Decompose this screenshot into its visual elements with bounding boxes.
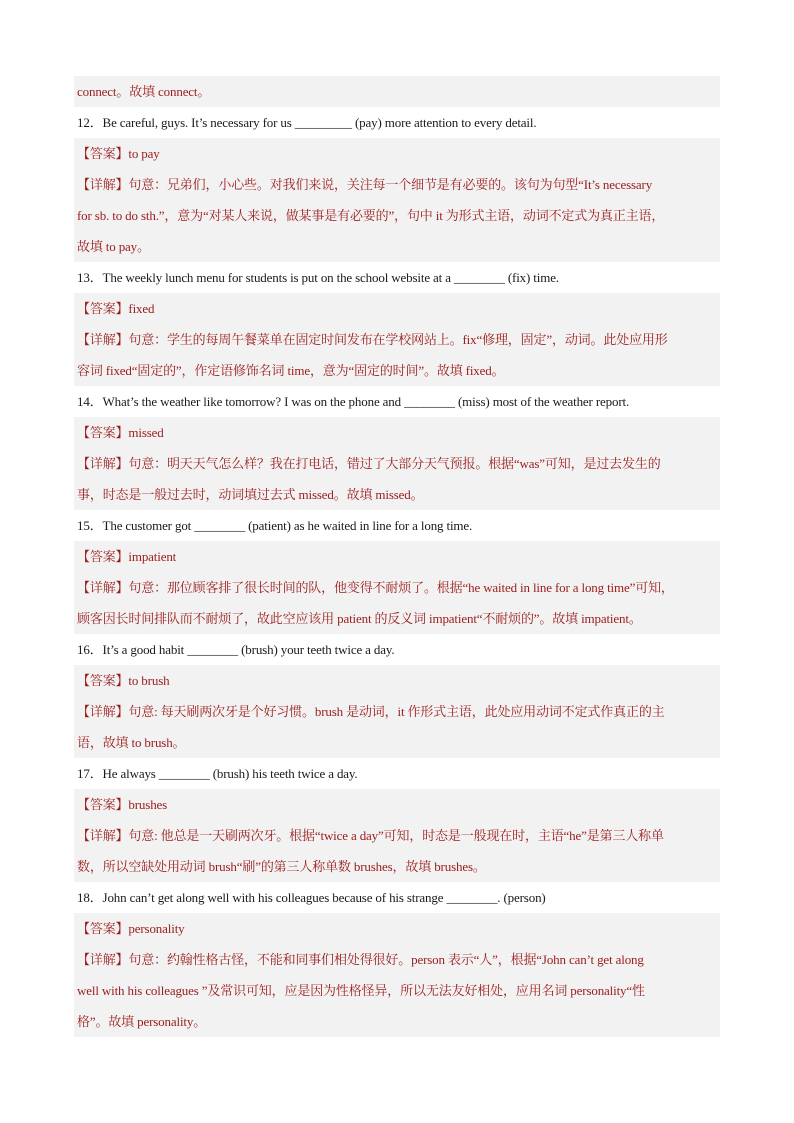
explanation-line: 【详解】句意: 他总是一天刷两次牙。根据“twice a day”可知，时态是一般现在时，主语“he”是第三人称单 <box>74 820 720 851</box>
question-line: 12．Be careful, guys. It’s necessary for us _________ (pay) more attention to every detail. <box>77 115 537 130</box>
question-line: 15．The customer got ________ (patient) as he waited in line for a long time. <box>77 518 473 533</box>
answer-line: 【答案】fixed <box>74 293 720 324</box>
explanation-continuation-line: 容词 fixed“固定的”，作定语修饰名词 time，意为“固定的时间”。故填 fixed。 <box>74 355 720 386</box>
explanation-continuation-line: 故填 to pay。 <box>74 231 720 262</box>
question-line: 17．He always ________ (brush) his teeth twice a day. <box>77 766 358 781</box>
answer-line: 【答案】to brush <box>74 665 720 696</box>
question-line: 18．John can’t get along well with his colleagues because of his strange ________. (person) <box>77 890 546 905</box>
explanation-continuation-line: connect。故填 connect。 <box>74 76 720 107</box>
answer-line: 【答案】missed <box>74 417 720 448</box>
explanation-line: 【详解】句意：明天天气怎么样？我在打电话，错过了大部分天气预报。根据“was”可知，是过去发生的 <box>74 448 720 479</box>
question-line: 13．The weekly lunch menu for students is put on the school website at a ________ (fix) time. <box>77 270 559 285</box>
exercise-content <box>74 76 720 1037</box>
explanation-continuation-line: for sb. to do sth.”，意为“对某人来说，做某事是有必要的”，句中 it 为形式主语，动词不定式为真正主语， <box>74 200 720 231</box>
answer-line: 【答案】personality <box>74 913 720 944</box>
explanation-continuation-line: 顾客因长时间排队而不耐烦了，故此空应该用 patient 的反义词 impatient“不耐烦的”。故填 impatient。 <box>74 603 720 634</box>
answer-line: 【答案】to pay <box>74 138 720 169</box>
explanation-continuation-line: well with his colleagues ”及常识可知，应是因为性格怪异，所以无法友好相处，应用名词 personality“性 <box>74 975 720 1006</box>
question-line: 14．What’s the weather like tomorrow? I was on the phone and ________ (miss) most of the weather report. <box>77 394 630 409</box>
explanation-line: 【详解】句意：兄弟们，小心些。对我们来说，关注每一个细节是有必要的。该句为句型“It’s necessary <box>74 169 720 200</box>
answer-line: 【答案】impatient <box>74 541 720 572</box>
explanation-line: 【详解】句意：学生的每周午餐菜单在固定时间发布在学校网站上。fix“修理，固定”，动词。此处应用形 <box>74 324 720 355</box>
answer-line: 【答案】brushes <box>74 789 720 820</box>
explanation-line: 【详解】句意：那位顾客排了很长时间的队，他变得不耐烦了。根据“he waited in line for a long time”可知， <box>74 572 720 603</box>
explanation-continuation-line: 语，故填 to brush。 <box>74 727 720 758</box>
explanation-line: 【详解】句意: 每天刷两次牙是个好习惯。brush 是动词，it 作形式主语，此处应用动词不定式作真正的主 <box>74 696 720 727</box>
explanation-continuation-line: 数，所以空缺处用动词 brush“刷”的第三人称单数 brushes，故填 brushes。 <box>74 851 720 882</box>
explanation-continuation-line: 格”。故填 personality。 <box>74 1006 720 1037</box>
explanation-continuation-line: 事，时态是一般过去时，动词填过去式 missed。故填 missed。 <box>74 479 720 510</box>
question-line: 16．It’s a good habit ________ (brush) your teeth twice a day. <box>77 642 395 657</box>
explanation-line: 【详解】句意：约翰性格古怪，不能和同事们相处得很好。person 表示“人”，根据“John can’t get along <box>74 944 720 975</box>
